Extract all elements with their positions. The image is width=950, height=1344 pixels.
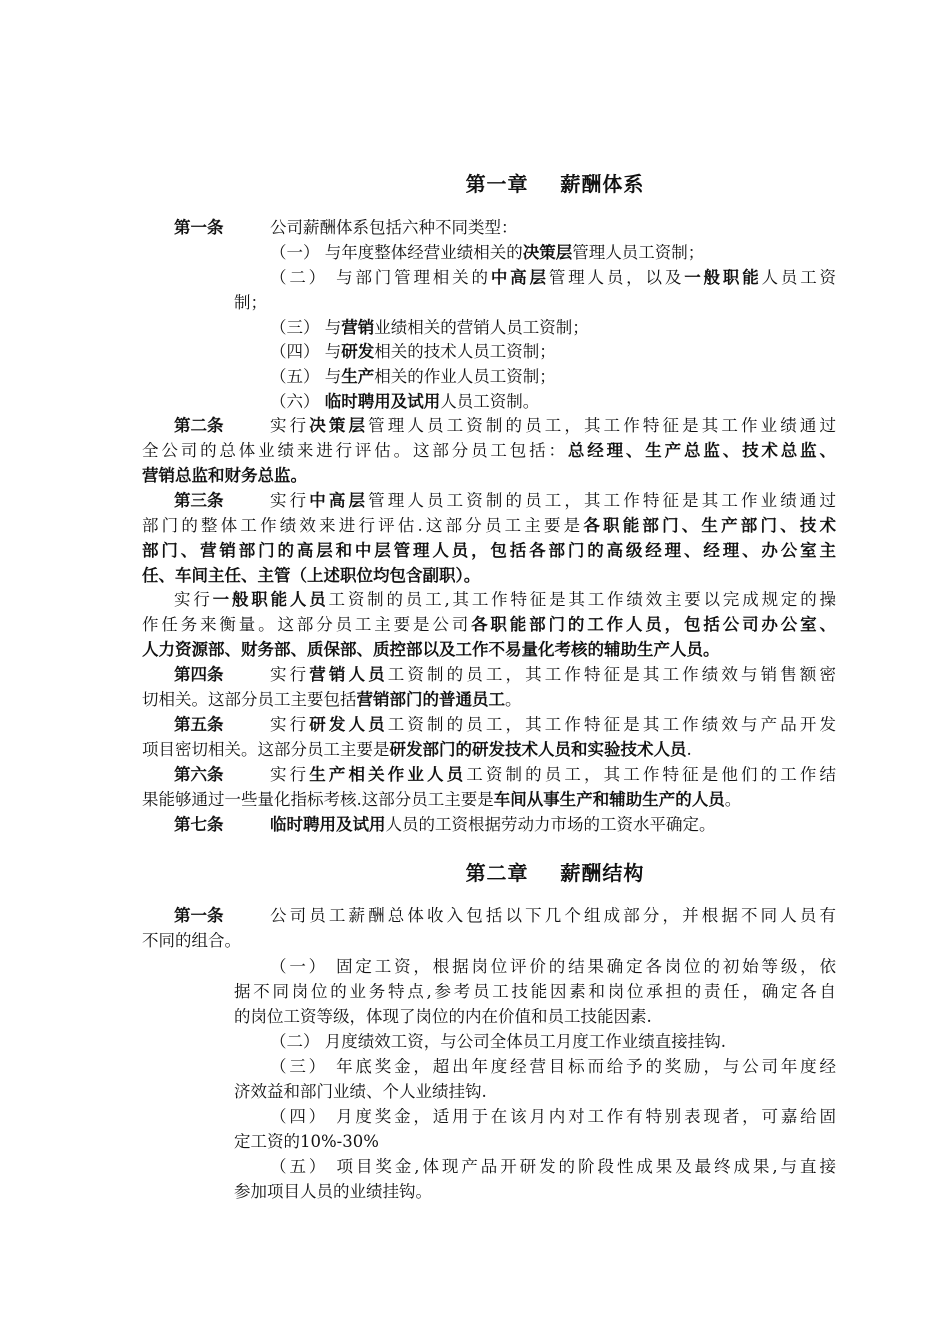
text-run: 。 xyxy=(505,690,522,709)
text-run: 实行 xyxy=(270,715,310,734)
bold-run: 各职能部门的工作人员，包括公司办公室、 xyxy=(471,615,837,634)
text-run: 管理人员工资制的员工，其工作特征是其工作业绩通过 xyxy=(368,416,836,435)
article-3-line-3: 部门、营销部门的高层和中层管理人员，包括各部门的高级经理、经理、办公室主 xyxy=(142,541,836,560)
ch2-part-2-line-1: （二） 月度绩效工资，与公司全体员工月度工作业绩直接挂钩. xyxy=(270,1032,726,1051)
bold-run: 营销人员 xyxy=(309,665,388,684)
bold-run: 临时聘用及试用 xyxy=(270,815,386,834)
text-run: 实行 xyxy=(270,491,310,510)
article-1-item-2 xyxy=(270,266,836,290)
article-6-line-1 xyxy=(270,763,836,787)
ch2-article-1-label: 第一条 xyxy=(174,906,224,925)
item-text: 与 xyxy=(324,318,342,337)
item-number: （五） xyxy=(270,367,320,386)
item-bold: 临时聘用及试用 xyxy=(324,392,441,411)
item-bold: 研发 xyxy=(341,342,375,361)
item-number: （一） xyxy=(270,243,320,262)
article-5-line-1 xyxy=(270,713,836,737)
article-7-line-1 xyxy=(270,813,716,837)
item-bold: 决策层 xyxy=(522,243,573,262)
text-run: 全公司的总体业绩来进行评估。这部分员工包括： xyxy=(142,441,568,460)
item-text: 人员工资 xyxy=(761,268,837,287)
article-2-label: 第二条 xyxy=(174,416,224,435)
article-1-item-6 xyxy=(270,390,539,414)
article-3-line-2 xyxy=(142,514,836,538)
text-run: 实行 xyxy=(270,665,310,684)
text-run: 项目密切相关。这部分员工主要是 xyxy=(142,740,390,759)
item-text: 业绩相关的营销人员工资制； xyxy=(374,318,589,337)
ch2-part-4-line-2: 定工资的10%-30% xyxy=(234,1132,379,1151)
article-1-item-4 xyxy=(270,340,556,364)
ch2-part-1-line-2: 据不同岗位的业务特点,参考员工技能因素和岗位承担的责任，确定各自 xyxy=(234,982,836,1001)
text-run: . xyxy=(686,740,692,759)
item-text: 相关的技术人员工资制； xyxy=(374,342,556,361)
article-2-line-1 xyxy=(270,414,836,438)
item-bold: 营销 xyxy=(341,318,375,337)
item-text: 与 xyxy=(324,342,342,361)
article-2-line-3: 营销总监和财务总监。 xyxy=(142,466,307,485)
general-staff-line-1 xyxy=(174,588,836,612)
ch2-part-5-line-1: （五） 项目奖金,体现产品开研发的阶段性成果及最终成果,与直接 xyxy=(270,1157,836,1176)
text-run: 。 xyxy=(724,790,742,809)
bold-run: 研发部门的研发技术人员和实验技术人员 xyxy=(389,740,687,759)
item-text: 管理人员工资制； xyxy=(572,243,705,262)
chapter-1-title: 第一章 薪酬体系 xyxy=(465,172,645,196)
bold-run: 决策层 xyxy=(309,416,369,435)
article-1-label: 第一条 xyxy=(174,218,224,237)
article-5-label: 第五条 xyxy=(174,715,224,734)
item-bold: 一般职能 xyxy=(684,268,762,287)
article-1-item-3 xyxy=(270,316,589,340)
bold-run: 一般职能人员 xyxy=(212,590,329,609)
ch2-part-4-line-1: （四） 月度奖金，适用于在该月内对工作有特别表现者，可嘉给固 xyxy=(270,1107,836,1126)
item-number: （四） xyxy=(270,342,320,361)
text-run: 工资制的员工，其工作特征是其工作绩效与产品开发 xyxy=(387,715,836,734)
ch2-part-3-line-2: 济效益和部门业绩、个人业绩挂钩. xyxy=(234,1082,487,1101)
ch2-part-1-line-1: （一） 固定工资，根据岗位评价的结果确定各岗位的初始等级，依 xyxy=(270,957,836,976)
article-3-line-4: 任、车间主任、主管（上述职位均包含副职）。 xyxy=(142,566,481,585)
bold-run: 中高层 xyxy=(309,491,369,510)
text-run: 人员的工资根据劳动力市场的工资水平确定。 xyxy=(385,815,716,834)
ch2-part-3-line-1: （三） 年底奖金，超出年度经营目标而给予的奖励，与公司年度经 xyxy=(270,1057,836,1076)
bold-run: 总经理、生产总监、技术总监、 xyxy=(567,441,837,460)
item-text: 与 xyxy=(324,367,342,386)
ch2-article-1-line-1: 公司员工薪酬总体收入包括以下几个组成部分，并根据不同人员有 xyxy=(270,906,836,925)
item-text: 人员工资制。 xyxy=(440,392,540,411)
item-text: 与年度整体经营业绩相关的 xyxy=(324,243,523,262)
article-3-line-1 xyxy=(270,489,836,513)
article-7-label: 第七条 xyxy=(174,815,224,834)
chapter-2-title: 第二章 薪酬结构 xyxy=(465,861,645,885)
text-run: 切相关。这部分员工主要包括 xyxy=(142,690,357,709)
item-number: （二） xyxy=(270,268,329,287)
text-run: 实行 xyxy=(270,765,310,784)
text-run: 实行 xyxy=(174,590,213,609)
bold-run: 各职能部门、生产部门、技术 xyxy=(583,516,837,535)
article-2-line-2 xyxy=(142,439,836,463)
general-staff-line-3: 人力资源部、财务部、质保部、质控部以及工作不易量化考核的辅助生产人员。 xyxy=(142,640,720,659)
article-1-item-1 xyxy=(270,241,704,265)
item-number: （三） xyxy=(270,318,320,337)
article-5-line-2 xyxy=(142,738,692,762)
item-bold: 生产 xyxy=(341,367,375,386)
text-run: 工资制的员工,其工作特征是其工作绩效主要以完成规定的操 xyxy=(328,590,837,609)
article-6-line-2 xyxy=(142,788,741,812)
article-1-text: 公司薪酬体系包括六种不同类型： xyxy=(270,218,518,237)
article-3-label: 第三条 xyxy=(174,491,224,510)
ch2-part-1-line-3: 的岗位工资等级，体现了岗位的内在价值和员工技能因素. xyxy=(234,1007,652,1026)
text-run: 实行 xyxy=(270,416,310,435)
bold-run: 研发人员 xyxy=(309,715,388,734)
article-1-item-5 xyxy=(270,365,556,389)
item-text: 与部门管理相关的 xyxy=(336,268,491,287)
article-4-line-2 xyxy=(142,688,522,712)
article-4-line-1 xyxy=(270,663,836,687)
text-run: 作任务来衡量。这部分员工主要是公司 xyxy=(142,615,472,634)
bold-run: 生产相关作业人员 xyxy=(309,765,467,784)
text-run: 果能够通过一些量化指标考核.这部分员工主要是 xyxy=(142,790,494,809)
article-6-label: 第六条 xyxy=(174,765,224,784)
general-staff-line-2 xyxy=(142,613,836,637)
item-text: 管理人员，以及 xyxy=(548,268,685,287)
text-run: 工资制的员工，其工作特征是其工作绩效与销售额密 xyxy=(387,665,836,684)
article-4-label: 第四条 xyxy=(174,665,224,684)
item-bold: 中高层 xyxy=(490,268,549,287)
bold-run: 营销部门的普通员工 xyxy=(356,690,505,709)
ch2-part-5-line-2: 参加项目人员的业绩挂钩。 xyxy=(234,1182,432,1201)
bold-run: 车间从事生产和辅助生产的人员 xyxy=(493,790,725,809)
article-1-item-2-cont: 制； xyxy=(234,293,267,312)
ch2-article-1-line-2: 不同的组合。 xyxy=(142,931,241,950)
text-run: 工资制的员工，其工作特征是他们的工作结 xyxy=(466,765,836,784)
text-run: 部门的整体工作绩效来进行评估.这部分员工主要是 xyxy=(142,516,584,535)
text-run: 管理人员工资制的员工，其工作特征是其工作业绩通过 xyxy=(368,491,836,510)
item-number: （六） xyxy=(270,392,320,411)
item-text: 相关的作业人员工资制； xyxy=(374,367,556,386)
